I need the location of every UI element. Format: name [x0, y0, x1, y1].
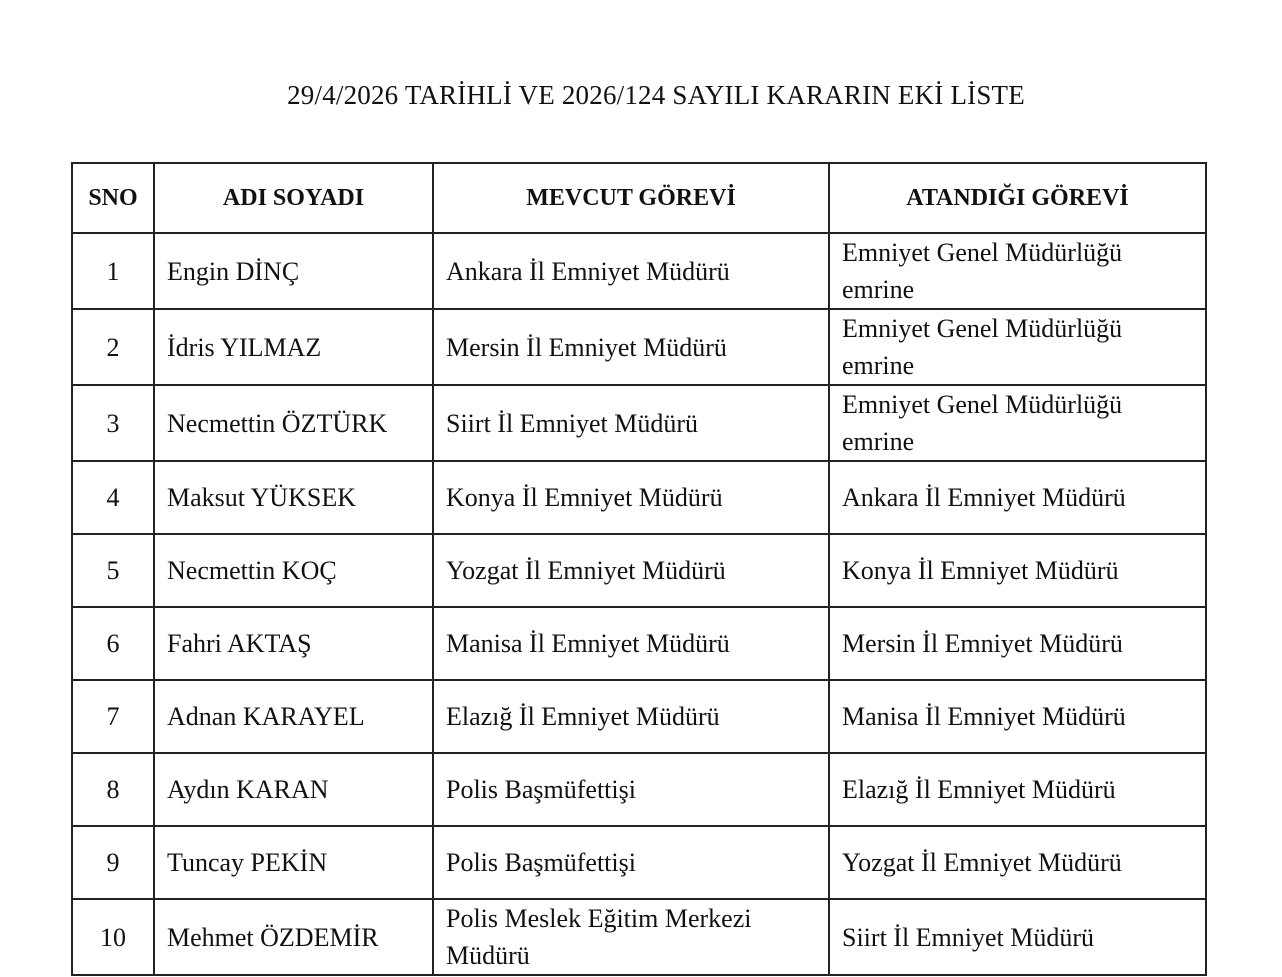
cell-name: Fahri AKTAŞ	[154, 607, 433, 680]
cell-sno: 9	[72, 826, 154, 899]
cell-current-position: Polis Başmüfettişi	[433, 753, 829, 826]
cell-name: Necmettin ÖZTÜRK	[154, 385, 433, 461]
table-row	[72, 233, 1206, 309]
cell-current-position: Polis Başmüfettişi	[433, 826, 829, 899]
cell-current-position: Konya İl Emniyet Müdürü	[433, 461, 829, 534]
column-header-assigned-position: ATANDIĞI GÖREVİ	[829, 163, 1206, 233]
document-title: 29/4/2026 TARİHLİ VE 2026/124 SAYILI KARARIN EKİ LİSTE	[287, 80, 1025, 110]
cell-sno: 10	[72, 899, 154, 975]
table-row	[72, 534, 1206, 607]
table-row	[72, 385, 1206, 461]
cell-assigned-position: Elazığ İl Emniyet Müdürü	[829, 753, 1206, 826]
cell-name: Mehmet ÖZDEMİR	[154, 899, 433, 975]
table-row	[72, 899, 1206, 975]
cell-current-position: Polis Meslek Eğitim Merkezi Müdürü	[433, 899, 829, 975]
cell-sno: 6	[72, 607, 154, 680]
table-row	[72, 753, 1206, 826]
cell-assigned-position: Yozgat İl Emniyet Müdürü	[829, 826, 1206, 899]
cell-assigned-position: Mersin İl Emniyet Müdürü	[829, 607, 1206, 680]
column-header-current-position: MEVCUT GÖREVİ	[433, 163, 829, 233]
cell-current-position: Manisa İl Emniyet Müdürü	[433, 607, 829, 680]
cell-assigned-position: Konya İl Emniyet Müdürü	[829, 534, 1206, 607]
cell-assigned-position: Emniyet Genel Müdürlüğü emrine	[829, 385, 1206, 461]
cell-name: Aydın KARAN	[154, 753, 433, 826]
cell-name: Adnan KARAYEL	[154, 680, 433, 753]
cell-assigned-position: Emniyet Genel Müdürlüğü emrine	[829, 309, 1206, 385]
table-header-row	[72, 163, 1206, 233]
table-row	[72, 461, 1206, 534]
cell-sno: 2	[72, 309, 154, 385]
table-row	[72, 680, 1206, 753]
cell-sno: 5	[72, 534, 154, 607]
column-header-name: ADI SOYADI	[154, 163, 433, 233]
cell-assigned-position: Emniyet Genel Müdürlüğü emrine	[829, 233, 1206, 309]
column-header-sno: SNO	[72, 163, 154, 233]
cell-current-position: Elazığ İl Emniyet Müdürü	[433, 680, 829, 753]
cell-assigned-position: Siirt İl Emniyet Müdürü	[829, 899, 1206, 975]
cell-sno: 3	[72, 385, 154, 461]
cell-current-position: Mersin İl Emniyet Müdürü	[433, 309, 829, 385]
appointment-table	[71, 162, 1207, 976]
cell-name: Necmettin KOÇ	[154, 534, 433, 607]
cell-sno: 1	[72, 233, 154, 309]
cell-current-position: Ankara İl Emniyet Müdürü	[433, 233, 829, 309]
cell-sno: 8	[72, 753, 154, 826]
cell-sno: 7	[72, 680, 154, 753]
cell-name: Maksut YÜKSEK	[154, 461, 433, 534]
cell-assigned-position: Ankara İl Emniyet Müdürü	[829, 461, 1206, 534]
cell-name: Tuncay PEKİN	[154, 826, 433, 899]
cell-name: İdris YILMAZ	[154, 309, 433, 385]
cell-name: Engin DİNÇ	[154, 233, 433, 309]
cell-assigned-position: Manisa İl Emniyet Müdürü	[829, 680, 1206, 753]
table-row	[72, 309, 1206, 385]
cell-current-position: Siirt İl Emniyet Müdürü	[433, 385, 829, 461]
table-row	[72, 607, 1206, 680]
cell-sno: 4	[72, 461, 154, 534]
table-row	[72, 826, 1206, 899]
cell-current-position: Yozgat İl Emniyet Müdürü	[433, 534, 829, 607]
